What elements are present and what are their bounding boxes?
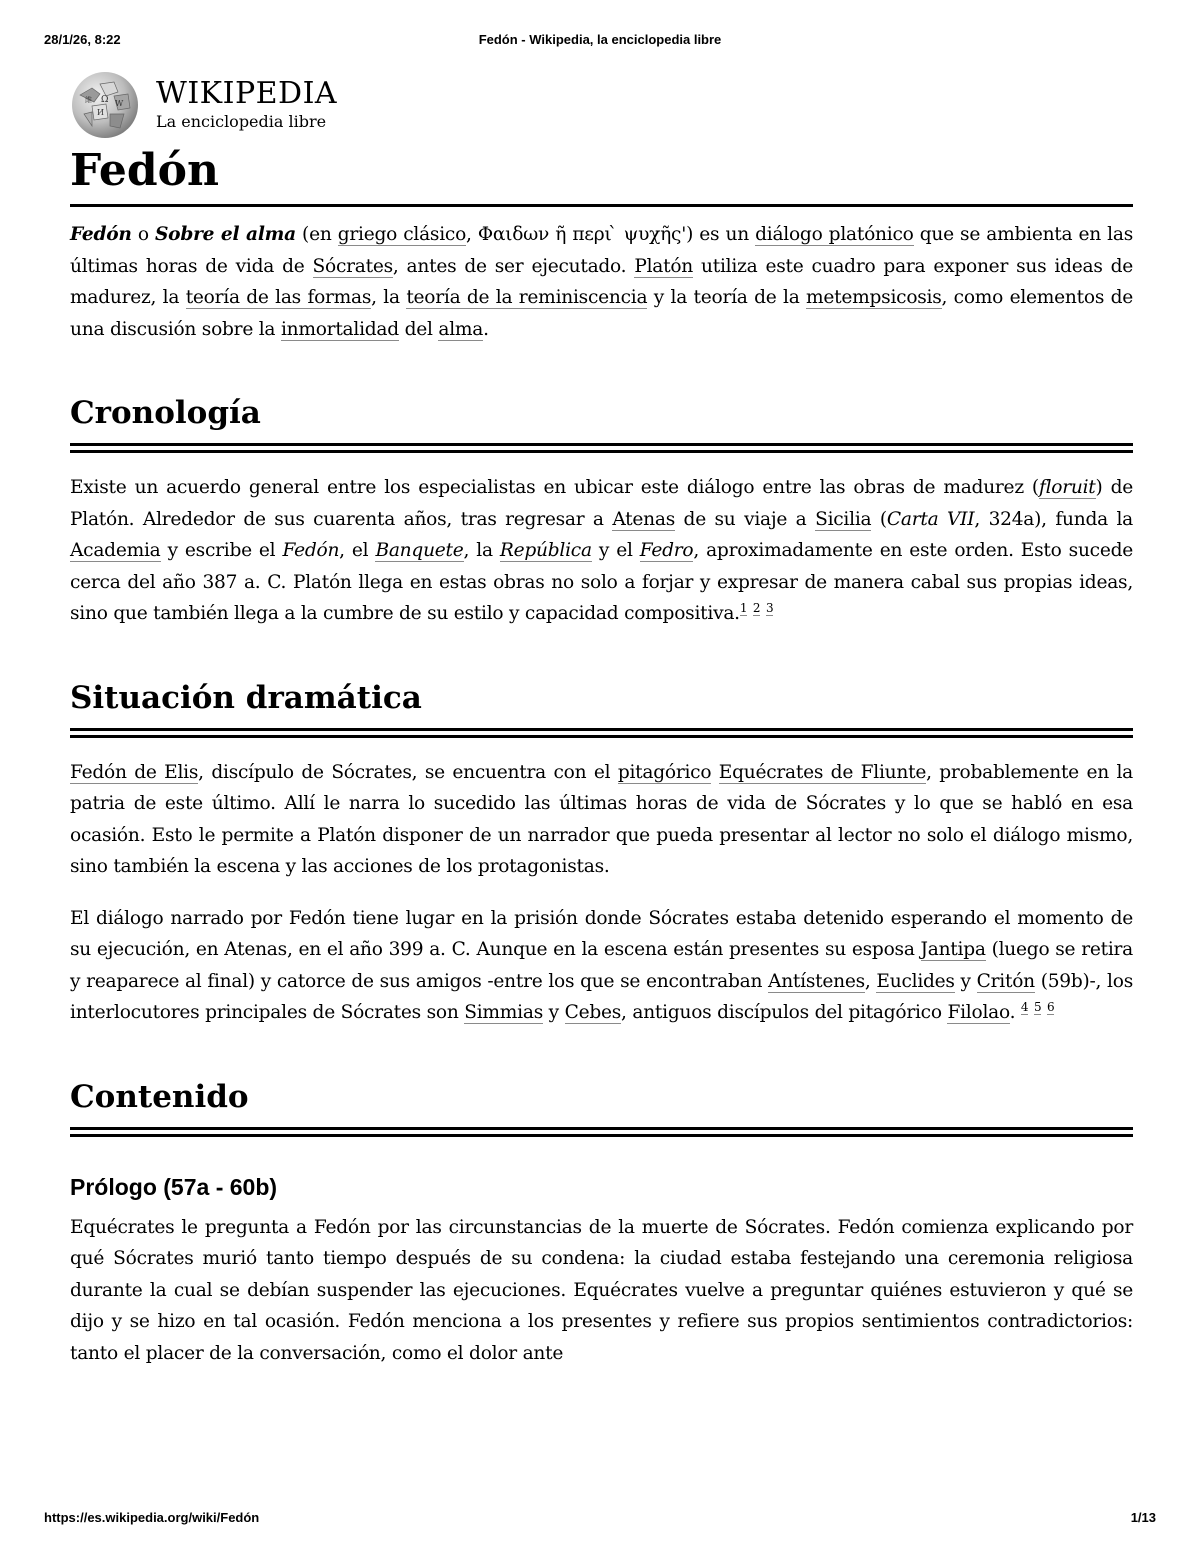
link-cebes[interactable]: Cebes xyxy=(564,1002,622,1023)
cronologia-text: y el xyxy=(591,540,640,561)
cronologia-text: ) de Platón. Alrededor de sus cuarenta años, tras regresar a xyxy=(70,477,1133,530)
link-republica[interactable]: República xyxy=(499,540,592,561)
link-teoria-de-las-formas[interactable]: teoría de las formas xyxy=(185,287,372,308)
situacion-text: , antiguos discípulos del pitagórico xyxy=(621,1002,948,1023)
cronologia-text: , el xyxy=(339,540,376,561)
situacion-text: y xyxy=(543,1002,565,1023)
link-griego-clasico[interactable]: griego clásico xyxy=(337,224,467,245)
intro-text: , la xyxy=(371,287,407,308)
intro-text: , Φαιδων ῆ περι ̀ ψυχῆς') es un xyxy=(466,224,756,245)
cronologia-text: , la xyxy=(463,540,500,561)
carta-vii-italic: Carta VII xyxy=(886,508,975,530)
intro-text: o xyxy=(131,224,155,245)
print-footer xyxy=(44,1510,1156,1526)
intro-text: (en xyxy=(295,224,338,245)
situacion-paragraph-2 xyxy=(70,903,1133,1029)
fedon-italic: Fedón xyxy=(282,540,340,561)
link-atenas[interactable]: Atenas xyxy=(612,508,675,530)
cronologia-text: , aproximadamente en este orden. Esto sucede cerca del año 387 a. C. Platón llega en estas obras no solo a forjar y expresar de manera cabal sus propias ideas, sino que también llega a la cumbre de su estilo y capacidad compositiva. xyxy=(70,540,1133,624)
intro-text: , antes de ser ejecutado. xyxy=(392,255,635,277)
article-content xyxy=(70,142,1133,1369)
section-heading-contenido: Contenido xyxy=(70,1077,1133,1130)
reference-link-5[interactable]: 5 xyxy=(1033,999,1042,1014)
situacion-text: El diálogo narrado por Fedón tiene lugar en la prisión donde Sócrates estaba detenido esperando el momento de su ejecución, en Atenas, en el año 399 a. C. Aunque en la escena están presentes su esposa xyxy=(70,907,1133,960)
svg-text:維: 維 xyxy=(85,96,92,104)
print-page-title: Fedón - Wikipedia, la enciclopedia libre xyxy=(478,32,722,47)
intro-bold-alt-title: Sobre el alma xyxy=(154,224,296,245)
link-euclides[interactable]: Euclides xyxy=(876,970,955,992)
link-alma[interactable]: alma xyxy=(438,318,484,340)
intro-text: que se ambienta en las últimas horas de vida de xyxy=(70,224,1134,277)
link-sicilia[interactable]: Sicilia xyxy=(815,508,872,530)
link-equecrates-de-fliunte[interactable]: Equécrates de Fliunte xyxy=(718,761,927,783)
link-floruit[interactable]: floruit xyxy=(1038,477,1096,498)
reference-link-2[interactable]: 2 xyxy=(752,600,761,615)
link-criton[interactable]: Critón xyxy=(976,970,1035,992)
reference-link-6[interactable]: 6 xyxy=(1047,999,1055,1014)
page-title: Fedón xyxy=(70,142,1133,207)
situacion-text: , xyxy=(864,970,877,992)
intro-bold-title: Fedón xyxy=(70,224,132,245)
link-filolao[interactable]: Filolao xyxy=(947,1002,1010,1023)
link-metempsicosis[interactable]: metempsicosis xyxy=(806,287,942,308)
link-teoria-de-la-reminiscencia[interactable]: teoría de la reminiscencia xyxy=(406,287,648,308)
svg-text:Ω: Ω xyxy=(101,95,109,105)
link-dialogo-platonico[interactable]: diálogo platónico xyxy=(755,224,914,245)
section-heading-situacion-dramatica: Situación dramática xyxy=(70,678,1133,731)
link-fedon-de-elis[interactable]: Fedón de Elis xyxy=(70,761,199,783)
cronologia-paragraph xyxy=(70,472,1133,630)
situacion-text: , probablemente en la patria de este último. Allí le narra lo sucedido las últimas horas de vida de Sócrates y lo que se habló en esa ocasión. Esto le permite a Platón disponer de un narrador que pueda presentar al lector no solo el diálogo mismo, sino también la escena y las acciones de los protagonistas. xyxy=(70,761,1133,877)
situacion-paragraph-1 xyxy=(70,757,1133,883)
cronologia-text: ( xyxy=(871,508,887,530)
intro-text: , como elementos de una discusión sobre la xyxy=(70,287,1134,340)
reference-link-1[interactable]: 1 xyxy=(739,600,748,615)
link-pitagorico[interactable]: pitagórico xyxy=(617,761,712,783)
cronologia-text: , 324a), funda la xyxy=(974,508,1134,530)
link-banquete[interactable]: Banquete xyxy=(375,540,464,561)
link-antistenes[interactable]: Antístenes xyxy=(768,970,865,992)
link-academia[interactable]: Academia xyxy=(70,540,161,561)
link-jantipa[interactable]: Jantipa xyxy=(920,939,986,960)
situacion-text: y xyxy=(954,970,977,992)
intro-text: del xyxy=(398,318,439,340)
link-inmortalidad[interactable]: inmortalidad xyxy=(280,318,399,340)
intro-text: . xyxy=(483,318,489,340)
situacion-text: , discípulo de Sócrates, se encuentra con el xyxy=(198,761,618,783)
situacion-text xyxy=(711,762,719,783)
situacion-text: (59b)-, los interlocutores principales de Sócrates son xyxy=(70,970,1133,1023)
cronologia-text: Existe un acuerdo general entre los especialistas en ubicar este diálogo entre las obras de madurez ( xyxy=(70,477,1039,498)
print-url: https://es.wikipedia.org/wiki/Fedón xyxy=(44,1510,260,1525)
reference-link-3[interactable]: 3 xyxy=(765,600,774,615)
reference-link-4[interactable]: 4 xyxy=(1020,999,1029,1014)
link-socrates[interactable]: Sócrates xyxy=(312,255,393,277)
wikipedia-globe-icon xyxy=(70,70,140,140)
intro-text: y la teoría de la xyxy=(647,287,807,308)
print-page-number: 1/13 xyxy=(1130,1510,1156,1525)
link-fedro[interactable]: Fedro xyxy=(639,540,694,561)
section-heading-cronologia: Cronología xyxy=(70,393,1133,446)
prologo-paragraph: Equécrates le pregunta a Fedón por las circunstancias de la muerte de Sócrates. Fedón comienza explicando por qué Sócrates murió tanto tiempo después de su condena: la ciudad estaba festejando una ceremonia religiosa durante la cual se debían suspender las ejecuciones. Equécrates vuelve a preguntar quiénes estuvieron y qué se dijo y se hizo en tal ocasión. Fedón menciona a los presentes y refiere sus propios sentimientos contradictorios: tanto el placer de la conversación, como el dolor ante xyxy=(70,1216,1133,1364)
situacion-text: (luego se retira y reaparece al final) y catorce de sus amigos -entre los que se encontraban xyxy=(70,939,1133,992)
print-datetime: 28/1/26, 8:22 xyxy=(44,32,121,47)
intro-paragraph xyxy=(70,219,1133,345)
link-simmias[interactable]: Simmias xyxy=(464,1002,544,1023)
intro-text: utiliza este cuadro para exponer sus ideas de madurez, la xyxy=(70,255,1134,308)
print-header xyxy=(44,32,1156,48)
cronologia-text: y escribe el xyxy=(160,540,283,561)
svg-text:И: И xyxy=(97,108,104,117)
wikipedia-tagline: La enciclopedia libre xyxy=(156,112,327,131)
link-platon[interactable]: Platón xyxy=(634,255,694,277)
wikipedia-wordmark: WIKIPEDIA xyxy=(156,76,338,111)
situacion-text: . xyxy=(1009,1002,1021,1023)
cronologia-text: de su viaje a xyxy=(675,508,816,530)
svg-text:W: W xyxy=(115,99,124,108)
subsection-heading-prologo: Prólogo (57a - 60b) xyxy=(70,1173,278,1200)
